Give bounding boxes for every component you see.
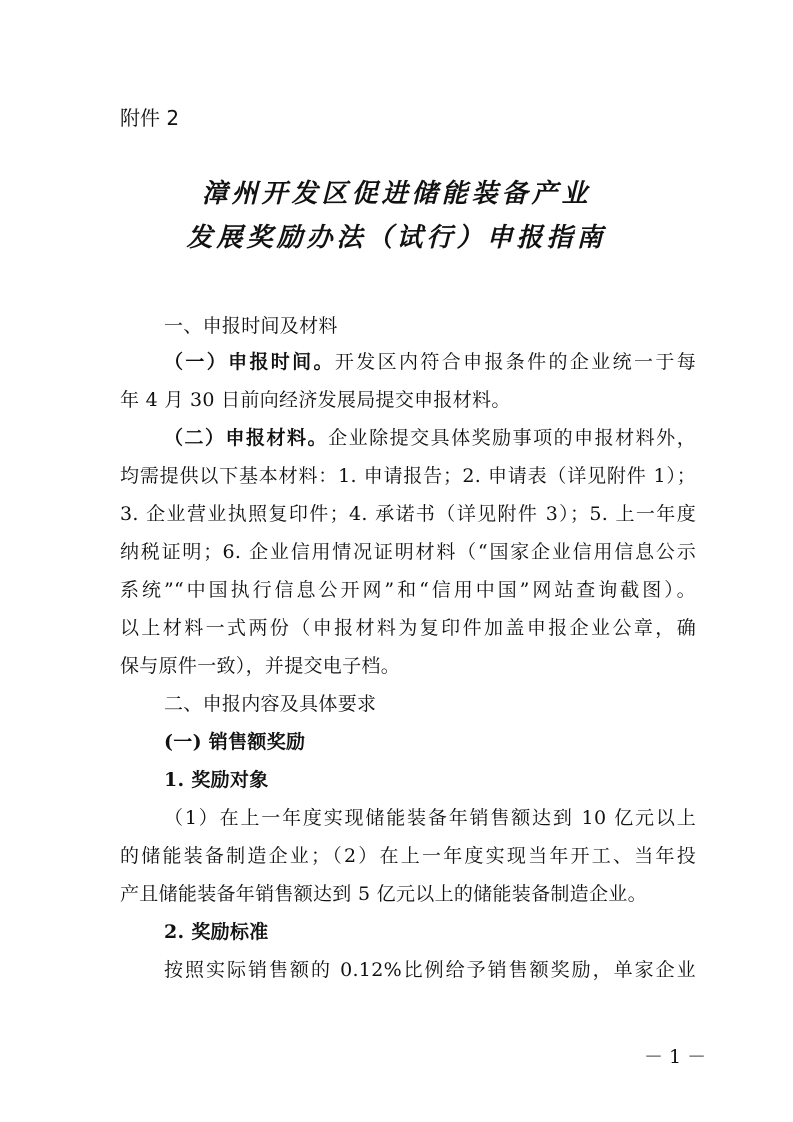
document-title-line-2: 发展奖励办法（试行）申报指南 — [186, 223, 607, 253]
section-1-sub-2-line-2: 均需提供以下基本材料：1. 申请报告；2. 申请表（详见附件 1）； — [120, 465, 696, 487]
section-1-heading: 一、申报时间及材料 — [164, 315, 338, 337]
item-2-heading: 2. 奖励标准 — [164, 921, 269, 943]
page-number: － 1 － — [644, 1046, 707, 1068]
item-1-line-2: 的储能装备制造企业；（2）在上一年度实现当年开工、当年投 — [120, 845, 696, 867]
section-1-sub-1-text: 开发区内符合申报条件的企业统一于每 — [334, 351, 696, 373]
section-2-sub-1-heading: (一) 销售额奖励 — [164, 731, 306, 753]
item-1-line-1: （1）在上一年度实现储能装备年销售额达到 10 亿元以上 — [164, 807, 696, 829]
section-1-sub-2-line-4: 纳税证明；6. 企业信用情况证明材料（“国家企业信用信息公示 — [120, 541, 696, 563]
item-2-line-1: 按照实际销售额的 0.12%比例给予销售额奖励，单家企业 — [164, 959, 696, 981]
document-title-line-1: 漳州开发区促进储能装备产业 — [201, 179, 592, 209]
section-1-sub-2-line-6: 以上材料一式两份（申报材料为复印件加盖申报企业公章，确 — [120, 617, 696, 639]
section-2-heading: 二、申报内容及具体要求 — [164, 693, 377, 715]
section-1-sub-2-line-7: 保与原件一致），并提交电子档。 — [120, 655, 401, 677]
section-1-sub-2-line-1 — [164, 424, 696, 452]
section-1-sub-1-line-2: 年 4 月 30 日前向经济发展局提交申报材料。 — [120, 389, 511, 411]
section-1-sub-2-line-5: 系统”“中国执行信息公开网”和“信用中国”网站查询截图）。 — [120, 579, 696, 601]
section-1-sub-2-label: （二）申报材料。 — [164, 427, 329, 449]
attachment-label: 附件 2 — [120, 106, 180, 130]
section-1-sub-1-label: （一）申报时间。 — [164, 351, 335, 373]
item-1-line-3: 产且储能装备年销售额达到 5 亿元以上的储能装备制造企业。 — [120, 883, 647, 905]
item-1-heading: 1. 奖励对象 — [164, 769, 269, 791]
section-1-sub-2-text: 企业除提交具体奖励事项的申报材料外， — [328, 427, 696, 449]
section-1-sub-1-line-1 — [164, 348, 696, 376]
section-1-sub-2-line-3: 3. 企业营业执照复印件；4. 承诺书（详见附件 3）；5. 上一年度 — [120, 503, 696, 525]
